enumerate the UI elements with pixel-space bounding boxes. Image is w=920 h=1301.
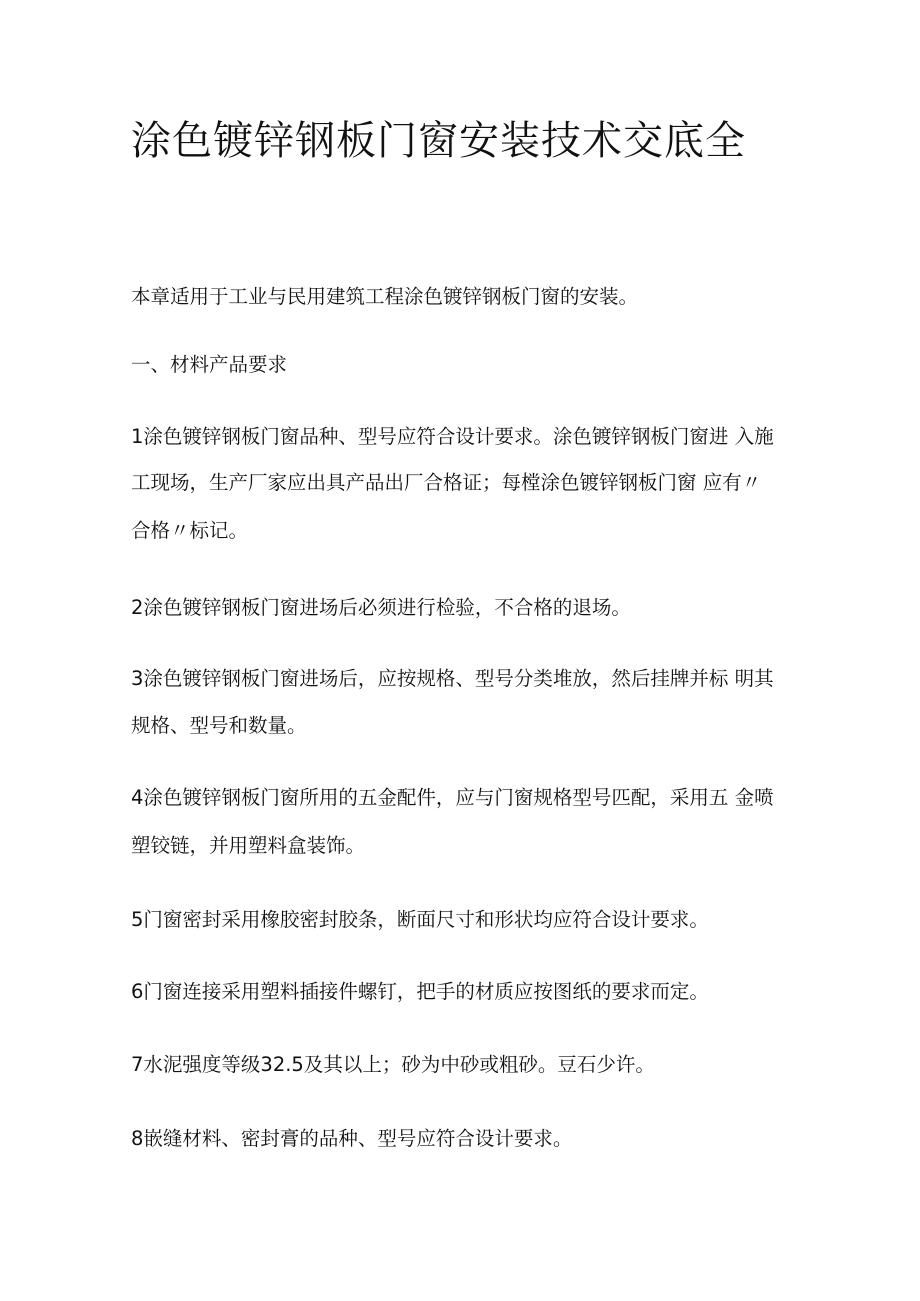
- section-heading-materials: 一、材料产品要求: [131, 353, 288, 376]
- document-title: 涂色镀锌钢板门窗安装技术交底全: [131, 118, 746, 164]
- intro-paragraph: 本章适用于工业与民用建筑工程涂色镀锌钢板门窗的安装。: [131, 285, 639, 308]
- item-1-line-3: 合格〃标记。: [131, 519, 249, 542]
- item-8-paragraph: 8嵌缝材料、密封膏的品种、型号应符合设计要求。: [131, 1127, 573, 1150]
- item-1-line-1: 1涂色镀锌钢板门窗品种、型号应符合设计要求。涂色镀锌钢板门窗进 入施: [131, 425, 774, 448]
- item-3-line-1: 3涂色镀锌钢板门窗进场后，应按规格、型号分类堆放，然后挂牌并标 明其: [131, 667, 774, 690]
- item-4-line-2: 塑铰链，并用塑料盒装饰。: [131, 834, 366, 857]
- item-4-line-1: 4涂色镀锌钢板门窗所用的五金配件，应与门窗规格型号匹配，采用五 金喷: [131, 786, 774, 809]
- item-5-paragraph: 5门窗密封采用橡胶密封胶条，断面尺寸和形状均应符合设计要求。: [131, 908, 709, 931]
- item-7-paragraph: 7水泥强度等级32.5及其以上；砂为中砂或粗砂。豆石少许。: [131, 1053, 655, 1076]
- item-2-paragraph: 2涂色镀锌钢板门窗进场后必须进行检验，不合格的退场。: [131, 596, 631, 619]
- item-3-line-2: 规格、型号和数量。: [131, 714, 307, 737]
- item-6-paragraph: 6门窗连接采用塑料插接件螺钉，把手的材质应按图纸的要求而定。: [131, 980, 709, 1003]
- item-1-line-2: 工现场，生产厂家应出具产品出厂合格证；每樘涂色镀锌钢板门窗 应有〃: [131, 471, 762, 494]
